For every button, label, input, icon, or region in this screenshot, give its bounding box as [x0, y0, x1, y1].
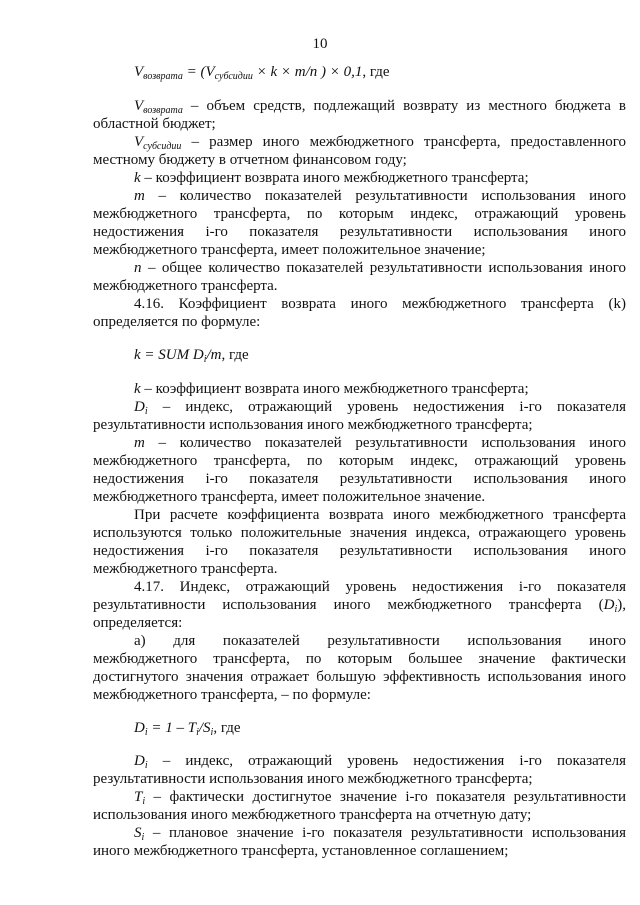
section-4-16: 4.16. Коэффициент возврата иного межбюджетного трансферта (k) — [134, 296, 626, 312]
definition-line: k – коэффициент возврата иного межбюджетного трансферта; — [134, 170, 529, 186]
page-number: 10 — [312, 36, 328, 52]
item-a-line: а) для показателей результативности использования иного — [134, 633, 626, 649]
paragraph-line: недостижения i-го показателя результативности использования иного — [93, 543, 626, 559]
definition-line: межбюджетного трансферта. — [93, 278, 278, 294]
section-4-16-cont: определяется по формуле: — [93, 314, 261, 330]
definition-line: n – общее количество показателей результативности использования иного — [134, 260, 626, 276]
paragraph-line: используются только положительные значения индекса, отражающего уровень — [93, 525, 626, 541]
definition-line: межбюджетного трансферта, по которым индекс, отражающий уровень — [93, 453, 626, 469]
paragraph-line: При расчете коэффициента возврата иного межбюджетного трансферта — [134, 507, 626, 523]
definition-line: $S_i$ – плановое значение i-го показателя результативности использования — [134, 825, 626, 843]
definition-line: межбюджетного трансферта, имеет положительное значение; — [93, 242, 486, 258]
section-4-17-cont: определяется: — [93, 615, 183, 631]
definition-line: результативности использования иного межбюджетного трансферта; — [93, 771, 533, 787]
definition-line: областной бюджет; — [93, 116, 216, 132]
formula-coefficient: k = SUM $D_i/m$, где — [134, 347, 249, 365]
item-a-line: межбюджетного трансферта, – по формуле: — [93, 687, 371, 703]
formula-refund-volume: $V_{возврата} = (V_{субсидии} \times k \times m/n$ ) × 0,1, где — [134, 64, 390, 82]
definition-line: недостижения i-го показателя результативности использования иного — [93, 224, 626, 240]
definition-line: результативности использования иного межбюджетного трансферта; — [93, 417, 533, 433]
definition-line: m – количество показателей результативности использования иного — [134, 435, 626, 451]
definition-line: $V_{возврата}$ – объем средств, подлежащий возврату из местного бюджета в — [134, 98, 626, 116]
item-a-line: межбюджетного трансферта, по которым большее значение фактически — [93, 651, 626, 667]
definition-line: межбюджетного трансферта, имеет положительное значение. — [93, 489, 486, 505]
definition-line: использования иного межбюджетного трансферта на отчетную дату; — [93, 807, 532, 823]
formula-index: $D_i = 1 - T_i/S_i$, где — [134, 720, 241, 738]
definition-line: иного межбюджетного трансферта, установленное соглашением; — [93, 843, 509, 859]
definition-line: местному бюджету в отчетном финансовом году; — [93, 152, 407, 168]
definition-line: недостижения i-го показателя результативности использования иного — [93, 471, 626, 487]
paragraph-line: межбюджетного трансферта. — [93, 561, 278, 577]
section-4-17: 4.17. Индекс, отражающий уровень недостижения i-го показателя — [134, 579, 626, 595]
section-4-17-cont: результативности использования иного межбюджетного трансферта $(D_i)$, — [93, 597, 626, 615]
item-a-line: достигнутого значения отражает большую эффективность использования иного — [93, 669, 626, 685]
definition-line: $T_i$ – фактически достигнутое значение i-го показателя результативности — [134, 789, 626, 807]
definition-line: k – коэффициент возврата иного межбюджетного трансферта; — [134, 381, 529, 397]
definition-line: $V_{субсидии}$ – размер иного межбюджетного трансферта, предоставленного — [134, 134, 626, 152]
definition-line: $D_i$ – индекс, отражающий уровень недостижения i-го показателя — [134, 753, 626, 771]
definition-line: $D_i$ – индекс, отражающий уровень недостижения i-го показателя — [134, 399, 626, 417]
definition-line: межбюджетного трансферта, по которым индекс, отражающий уровень — [93, 206, 626, 222]
definition-line: m – количество показателей результативности использования иного — [134, 188, 626, 204]
